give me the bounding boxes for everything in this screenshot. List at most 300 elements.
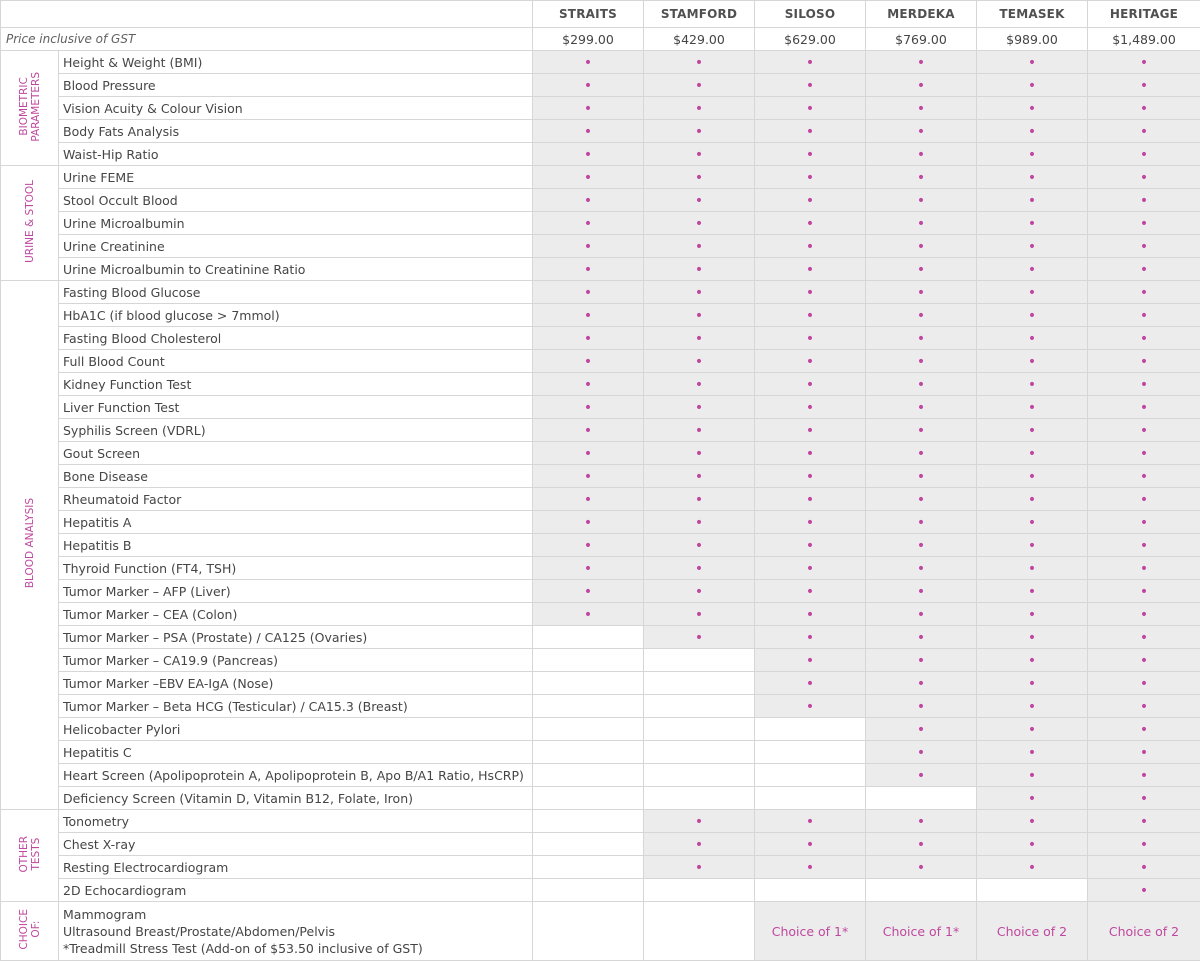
inclusion-cell bbox=[866, 534, 977, 557]
inclusion-cell bbox=[533, 442, 644, 465]
test-row bbox=[1, 166, 1200, 189]
inclusion-cell bbox=[977, 212, 1088, 235]
inclusion-cell bbox=[644, 143, 755, 166]
bullet-icon: • bbox=[806, 837, 814, 853]
bullet-icon: • bbox=[695, 584, 703, 600]
inclusion-cell bbox=[866, 74, 977, 97]
bullet-icon: • bbox=[1028, 745, 1036, 761]
inclusion-cell bbox=[644, 603, 755, 626]
bullet-icon: • bbox=[1140, 791, 1148, 807]
bullet-icon: • bbox=[1028, 768, 1036, 784]
inclusion-cell bbox=[866, 879, 977, 902]
inclusion-cell bbox=[533, 695, 644, 718]
bullet-icon: • bbox=[917, 584, 925, 600]
inclusion-cell bbox=[1088, 97, 1200, 120]
test-name: Urine Microalbumin bbox=[59, 212, 533, 235]
bullet-icon: • bbox=[1140, 561, 1148, 577]
bullet-icon: • bbox=[1140, 124, 1148, 140]
inclusion-cell bbox=[866, 143, 977, 166]
price-straits: $299.00 bbox=[533, 28, 644, 51]
test-row bbox=[1, 695, 1200, 718]
bullet-icon: • bbox=[1028, 124, 1036, 140]
inclusion-cell bbox=[1088, 649, 1200, 672]
test-row bbox=[1, 350, 1200, 373]
bullet-icon: • bbox=[806, 423, 814, 439]
inclusion-cell bbox=[866, 442, 977, 465]
inclusion-cell bbox=[644, 488, 755, 511]
inclusion-cell bbox=[644, 74, 755, 97]
inclusion-cell bbox=[533, 764, 644, 787]
bullet-icon: • bbox=[695, 216, 703, 232]
inclusion-cell bbox=[755, 580, 866, 603]
inclusion-cell bbox=[866, 695, 977, 718]
choice-item: Mammogram bbox=[63, 906, 528, 923]
price-stamford: $429.00 bbox=[644, 28, 755, 51]
bullet-icon: • bbox=[806, 492, 814, 508]
inclusion-cell bbox=[1088, 327, 1200, 350]
test-row bbox=[1, 74, 1200, 97]
bullet-icon: • bbox=[806, 515, 814, 531]
bullet-icon: • bbox=[1028, 193, 1036, 209]
inclusion-cell bbox=[977, 833, 1088, 856]
inclusion-cell bbox=[977, 396, 1088, 419]
inclusion-cell bbox=[866, 304, 977, 327]
inclusion-cell bbox=[977, 626, 1088, 649]
inclusion-cell bbox=[977, 856, 1088, 879]
inclusion-cell bbox=[1088, 350, 1200, 373]
bullet-icon: • bbox=[1140, 584, 1148, 600]
inclusion-cell bbox=[866, 189, 977, 212]
bullet-icon: • bbox=[917, 515, 925, 531]
test-name: Urine Creatinine bbox=[59, 235, 533, 258]
bullet-icon: • bbox=[695, 377, 703, 393]
bullet-icon: • bbox=[917, 607, 925, 623]
bullet-icon: • bbox=[1028, 515, 1036, 531]
inclusion-cell bbox=[1088, 143, 1200, 166]
inclusion-cell bbox=[866, 649, 977, 672]
inclusion-cell bbox=[644, 373, 755, 396]
bullet-icon: • bbox=[806, 377, 814, 393]
bullet-icon: • bbox=[917, 538, 925, 554]
inclusion-cell bbox=[755, 879, 866, 902]
inclusion-cell bbox=[533, 879, 644, 902]
bullet-icon: • bbox=[695, 147, 703, 163]
bullet-icon: • bbox=[917, 446, 925, 462]
inclusion-cell bbox=[866, 511, 977, 534]
inclusion-cell bbox=[977, 649, 1088, 672]
bullet-icon: • bbox=[1140, 423, 1148, 439]
inclusion-cell bbox=[644, 281, 755, 304]
test-name: Stool Occult Blood bbox=[59, 189, 533, 212]
test-name: Tumor Marker – PSA (Prostate) / CA125 (Ovaries) bbox=[59, 626, 533, 649]
bullet-icon: • bbox=[1028, 607, 1036, 623]
inclusion-cell bbox=[977, 465, 1088, 488]
inclusion-cell bbox=[644, 810, 755, 833]
inclusion-cell bbox=[533, 304, 644, 327]
inclusion-cell bbox=[1088, 787, 1200, 810]
inclusion-cell bbox=[644, 856, 755, 879]
bullet-icon: • bbox=[806, 285, 814, 301]
inclusion-cell bbox=[644, 327, 755, 350]
inclusion-cell bbox=[866, 856, 977, 879]
bullet-icon: • bbox=[917, 423, 925, 439]
inclusion-cell bbox=[1088, 810, 1200, 833]
bullet-icon: • bbox=[1140, 699, 1148, 715]
bullet-icon: • bbox=[917, 78, 925, 94]
test-name: Tumor Marker – Beta HCG (Testicular) / CA15.3 (Breast) bbox=[59, 695, 533, 718]
inclusion-cell bbox=[755, 373, 866, 396]
package-header-straits: STRAITS bbox=[533, 1, 644, 28]
test-row bbox=[1, 557, 1200, 580]
test-row bbox=[1, 419, 1200, 442]
inclusion-cell bbox=[755, 833, 866, 856]
bullet-icon: • bbox=[1028, 423, 1036, 439]
test-name: Full Blood Count bbox=[59, 350, 533, 373]
bullet-icon: • bbox=[1028, 170, 1036, 186]
test-row bbox=[1, 856, 1200, 879]
inclusion-cell bbox=[644, 649, 755, 672]
bullet-icon: • bbox=[695, 538, 703, 554]
bullet-icon: • bbox=[1140, 607, 1148, 623]
test-name: Heart Screen (Apolipoprotein A, Apolipoprotein B, Apo B/A1 Ratio, HsCRP) bbox=[59, 764, 533, 787]
inclusion-cell bbox=[533, 465, 644, 488]
bullet-icon: • bbox=[1028, 285, 1036, 301]
choice-item: Ultrasound Breast/Prostate/Abdomen/Pelvis bbox=[63, 923, 528, 940]
bullet-icon: • bbox=[917, 308, 925, 324]
choice-value: Choice of 2 bbox=[1088, 902, 1200, 961]
bullet-icon: • bbox=[1140, 814, 1148, 830]
bullet-icon: • bbox=[695, 814, 703, 830]
inclusion-cell bbox=[644, 787, 755, 810]
test-row bbox=[1, 580, 1200, 603]
inclusion-cell bbox=[977, 764, 1088, 787]
bullet-icon: • bbox=[1028, 630, 1036, 646]
bullet-icon: • bbox=[806, 354, 814, 370]
bullet-icon: • bbox=[806, 193, 814, 209]
bullet-icon: • bbox=[1028, 791, 1036, 807]
inclusion-cell bbox=[866, 51, 977, 74]
test-row bbox=[1, 304, 1200, 327]
inclusion-cell bbox=[644, 580, 755, 603]
test-row bbox=[1, 189, 1200, 212]
bullet-icon: • bbox=[695, 170, 703, 186]
inclusion-cell bbox=[644, 557, 755, 580]
bullet-icon: • bbox=[584, 538, 592, 554]
bullet-icon: • bbox=[917, 745, 925, 761]
bullet-icon: • bbox=[1028, 860, 1036, 876]
inclusion-cell bbox=[644, 419, 755, 442]
inclusion-cell bbox=[866, 672, 977, 695]
category-urine-and-stool-line: URINE & STOOL bbox=[24, 180, 36, 263]
test-name: Deficiency Screen (Vitamin D, Vitamin B12, Folate, Iron) bbox=[59, 787, 533, 810]
bullet-icon: • bbox=[1140, 285, 1148, 301]
test-row bbox=[1, 764, 1200, 787]
inclusion-cell bbox=[755, 258, 866, 281]
test-row bbox=[1, 672, 1200, 695]
test-name: Tumor Marker – AFP (Liver) bbox=[59, 580, 533, 603]
bullet-icon: • bbox=[584, 170, 592, 186]
bullet-icon: • bbox=[1140, 147, 1148, 163]
bullet-icon: • bbox=[584, 607, 592, 623]
category-urine-and-stool bbox=[1, 166, 59, 281]
bullet-icon: • bbox=[584, 331, 592, 347]
price-siloso: $629.00 bbox=[755, 28, 866, 51]
bullet-icon: • bbox=[1140, 262, 1148, 278]
inclusion-cell bbox=[644, 741, 755, 764]
inclusion-cell bbox=[977, 672, 1088, 695]
bullet-icon: • bbox=[806, 124, 814, 140]
inclusion-cell bbox=[977, 350, 1088, 373]
inclusion-cell bbox=[755, 120, 866, 143]
test-row bbox=[1, 120, 1200, 143]
test-name: Vision Acuity & Colour Vision bbox=[59, 97, 533, 120]
choice-items bbox=[59, 902, 533, 961]
inclusion-cell bbox=[1088, 672, 1200, 695]
inclusion-cell bbox=[977, 97, 1088, 120]
bullet-icon: • bbox=[1028, 814, 1036, 830]
test-row bbox=[1, 212, 1200, 235]
inclusion-cell bbox=[977, 488, 1088, 511]
bullet-icon: • bbox=[1140, 883, 1148, 899]
bullet-icon: • bbox=[1028, 308, 1036, 324]
inclusion-cell bbox=[533, 74, 644, 97]
test-name: Liver Function Test bbox=[59, 396, 533, 419]
bullet-icon: • bbox=[1140, 722, 1148, 738]
inclusion-cell bbox=[1088, 419, 1200, 442]
bullet-icon: • bbox=[806, 630, 814, 646]
inclusion-cell bbox=[1088, 580, 1200, 603]
bullet-icon: • bbox=[584, 285, 592, 301]
test-row bbox=[1, 327, 1200, 350]
bullet-icon: • bbox=[1140, 78, 1148, 94]
bullet-icon: • bbox=[1028, 400, 1036, 416]
bullet-icon: • bbox=[806, 814, 814, 830]
inclusion-cell bbox=[533, 649, 644, 672]
inclusion-cell bbox=[977, 281, 1088, 304]
test-row bbox=[1, 97, 1200, 120]
test-name: 2D Echocardiogram bbox=[59, 879, 533, 902]
test-row bbox=[1, 833, 1200, 856]
bullet-icon: • bbox=[695, 607, 703, 623]
test-rows bbox=[1, 51, 1200, 961]
inclusion-cell bbox=[644, 350, 755, 373]
inclusion-cell bbox=[977, 741, 1088, 764]
choice-value bbox=[533, 902, 644, 961]
bullet-icon: • bbox=[695, 239, 703, 255]
inclusion-cell bbox=[533, 350, 644, 373]
inclusion-cell bbox=[755, 787, 866, 810]
bullet-icon: • bbox=[917, 814, 925, 830]
inclusion-cell bbox=[533, 235, 644, 258]
bullet-icon: • bbox=[917, 124, 925, 140]
bullet-icon: • bbox=[917, 101, 925, 117]
inclusion-cell bbox=[644, 166, 755, 189]
inclusion-cell bbox=[755, 810, 866, 833]
inclusion-cell bbox=[644, 235, 755, 258]
inclusion-cell bbox=[1088, 833, 1200, 856]
bullet-icon: • bbox=[1140, 768, 1148, 784]
inclusion-cell bbox=[755, 603, 866, 626]
bullet-icon: • bbox=[806, 331, 814, 347]
bullet-icon: • bbox=[584, 262, 592, 278]
bullet-icon: • bbox=[806, 584, 814, 600]
inclusion-cell bbox=[533, 488, 644, 511]
inclusion-cell bbox=[533, 580, 644, 603]
inclusion-cell bbox=[866, 419, 977, 442]
bullet-icon: • bbox=[917, 492, 925, 508]
inclusion-cell bbox=[866, 787, 977, 810]
bullet-icon: • bbox=[1140, 170, 1148, 186]
choice-value: Choice of 1* bbox=[755, 902, 866, 961]
inclusion-cell bbox=[755, 672, 866, 695]
inclusion-cell bbox=[533, 603, 644, 626]
bullet-icon: • bbox=[917, 860, 925, 876]
inclusion-cell bbox=[866, 373, 977, 396]
bullet-icon: • bbox=[806, 101, 814, 117]
inclusion-cell bbox=[977, 120, 1088, 143]
bullet-icon: • bbox=[1028, 101, 1036, 117]
bullet-icon: • bbox=[584, 55, 592, 71]
inclusion-cell bbox=[866, 350, 977, 373]
inclusion-cell bbox=[977, 787, 1088, 810]
inclusion-cell bbox=[866, 833, 977, 856]
inclusion-cell bbox=[866, 626, 977, 649]
inclusion-cell bbox=[755, 212, 866, 235]
package-header-temasek: TEMASEK bbox=[977, 1, 1088, 28]
inclusion-cell bbox=[533, 212, 644, 235]
bullet-icon: • bbox=[584, 78, 592, 94]
inclusion-cell bbox=[1088, 764, 1200, 787]
inclusion-cell bbox=[533, 833, 644, 856]
bullet-icon: • bbox=[917, 147, 925, 163]
inclusion-cell bbox=[644, 672, 755, 695]
inclusion-cell bbox=[644, 879, 755, 902]
inclusion-cell bbox=[644, 465, 755, 488]
inclusion-cell bbox=[755, 534, 866, 557]
bullet-icon: • bbox=[1140, 469, 1148, 485]
bullet-icon: • bbox=[695, 78, 703, 94]
inclusion-cell bbox=[755, 718, 866, 741]
bullet-icon: • bbox=[917, 676, 925, 692]
inclusion-cell bbox=[977, 419, 1088, 442]
price-caption: Price inclusive of GST bbox=[1, 28, 533, 51]
bullet-icon: • bbox=[695, 193, 703, 209]
bullet-icon: • bbox=[1140, 515, 1148, 531]
inclusion-cell bbox=[644, 51, 755, 74]
inclusion-cell bbox=[1088, 695, 1200, 718]
inclusion-cell bbox=[977, 442, 1088, 465]
inclusion-cell bbox=[1088, 879, 1200, 902]
bullet-icon: • bbox=[1028, 262, 1036, 278]
inclusion-cell bbox=[755, 488, 866, 511]
bullet-icon: • bbox=[806, 400, 814, 416]
bullet-icon: • bbox=[695, 101, 703, 117]
bullet-icon: • bbox=[695, 469, 703, 485]
bullet-icon: • bbox=[917, 699, 925, 715]
inclusion-cell bbox=[977, 580, 1088, 603]
bullet-icon: • bbox=[917, 630, 925, 646]
inclusion-cell bbox=[866, 212, 977, 235]
category-other-tests-text bbox=[18, 836, 42, 873]
bullet-icon: • bbox=[806, 699, 814, 715]
test-name: Chest X-ray bbox=[59, 833, 533, 856]
inclusion-cell bbox=[977, 511, 1088, 534]
inclusion-cell bbox=[977, 373, 1088, 396]
inclusion-cell bbox=[644, 695, 755, 718]
category-choice-of-line: CHOICE bbox=[18, 909, 30, 950]
inclusion-cell bbox=[644, 718, 755, 741]
inclusion-cell bbox=[755, 626, 866, 649]
bullet-icon: • bbox=[584, 469, 592, 485]
inclusion-cell bbox=[1088, 603, 1200, 626]
inclusion-cell bbox=[533, 258, 644, 281]
header-corner bbox=[1, 1, 533, 28]
inclusion-cell bbox=[755, 396, 866, 419]
bullet-icon: • bbox=[695, 285, 703, 301]
bullet-icon: • bbox=[1140, 630, 1148, 646]
inclusion-cell bbox=[977, 166, 1088, 189]
price-heritage: $1,489.00 bbox=[1088, 28, 1200, 51]
test-name: Hepatitis A bbox=[59, 511, 533, 534]
inclusion-cell bbox=[755, 465, 866, 488]
inclusion-cell bbox=[533, 626, 644, 649]
test-name: Body Fats Analysis bbox=[59, 120, 533, 143]
bullet-icon: • bbox=[1028, 377, 1036, 393]
bullet-icon: • bbox=[1140, 538, 1148, 554]
bullet-icon: • bbox=[917, 469, 925, 485]
bullet-icon: • bbox=[584, 561, 592, 577]
bullet-icon: • bbox=[584, 515, 592, 531]
inclusion-cell bbox=[755, 695, 866, 718]
category-other-tests bbox=[1, 810, 59, 902]
bullet-icon: • bbox=[695, 354, 703, 370]
bullet-icon: • bbox=[917, 331, 925, 347]
inclusion-cell bbox=[755, 649, 866, 672]
inclusion-cell bbox=[755, 350, 866, 373]
inclusion-cell bbox=[1088, 741, 1200, 764]
test-row bbox=[1, 810, 1200, 833]
bullet-icon: • bbox=[1028, 699, 1036, 715]
test-name: Waist-Hip Ratio bbox=[59, 143, 533, 166]
inclusion-cell bbox=[1088, 304, 1200, 327]
bullet-icon: • bbox=[1028, 538, 1036, 554]
bullet-icon: • bbox=[1140, 492, 1148, 508]
inclusion-cell bbox=[977, 557, 1088, 580]
bullet-icon: • bbox=[806, 676, 814, 692]
choice-item: *Treadmill Stress Test (Add-on of $53.50 inclusive of GST) bbox=[63, 940, 528, 957]
package-header-stamford: STAMFORD bbox=[644, 1, 755, 28]
bullet-icon: • bbox=[1140, 676, 1148, 692]
inclusion-cell bbox=[1088, 373, 1200, 396]
inclusion-cell bbox=[644, 534, 755, 557]
bullet-icon: • bbox=[1140, 331, 1148, 347]
test-row bbox=[1, 511, 1200, 534]
test-name: Urine FEME bbox=[59, 166, 533, 189]
test-name: Tumor Marker – CA19.9 (Pancreas) bbox=[59, 649, 533, 672]
test-row bbox=[1, 649, 1200, 672]
inclusion-cell bbox=[866, 166, 977, 189]
test-name: Hepatitis C bbox=[59, 741, 533, 764]
category-biometric-parameters bbox=[1, 51, 59, 166]
category-biometric-parameters-line: BIOMETRIC bbox=[18, 77, 30, 135]
bullet-icon: • bbox=[1140, 239, 1148, 255]
inclusion-cell bbox=[977, 695, 1088, 718]
test-row bbox=[1, 442, 1200, 465]
inclusion-cell bbox=[644, 396, 755, 419]
inclusion-cell bbox=[644, 258, 755, 281]
bullet-icon: • bbox=[1028, 55, 1036, 71]
category-biometric-parameters-line: PARAMETERS bbox=[30, 72, 42, 142]
